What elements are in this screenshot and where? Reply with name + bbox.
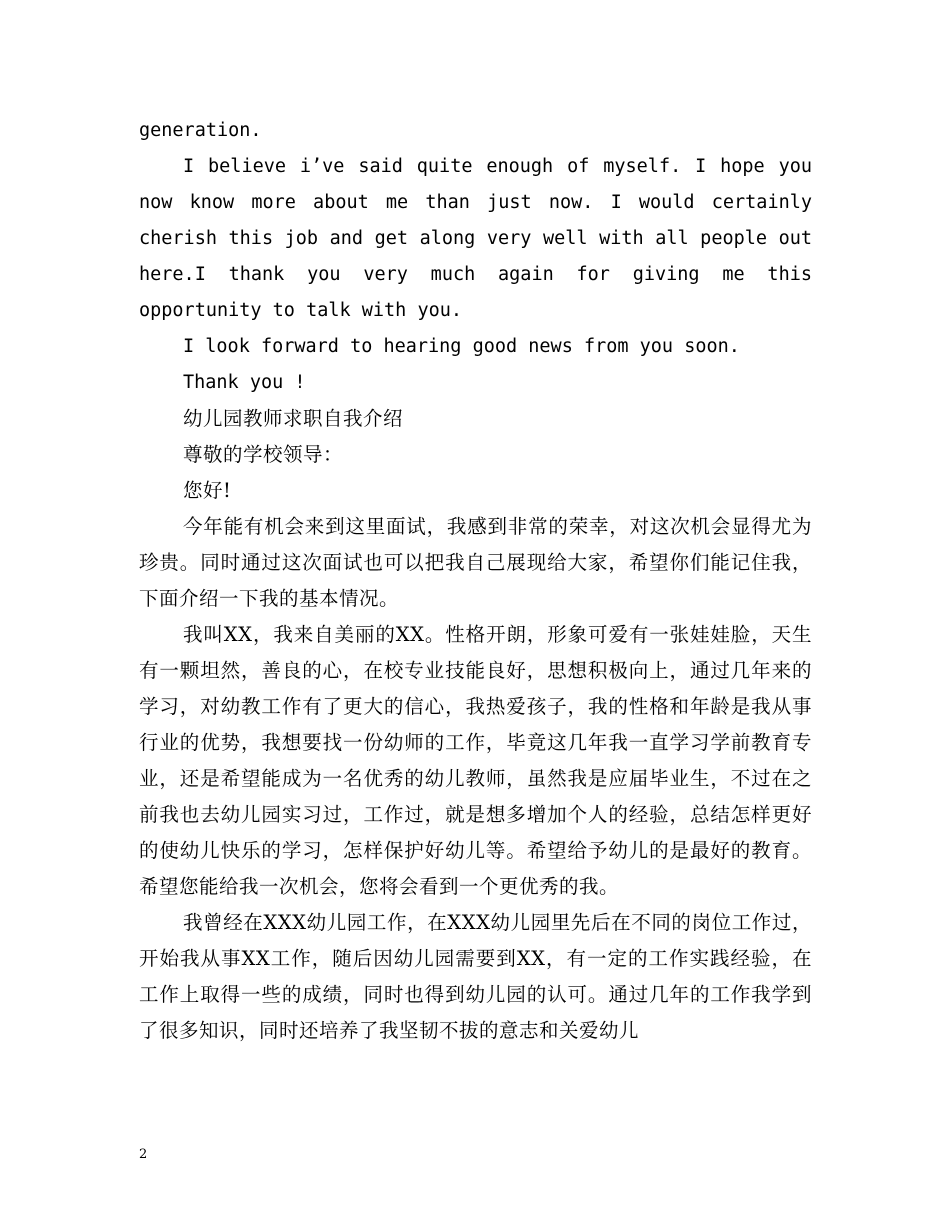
document-body bbox=[139, 113, 812, 1049]
greeting: 您好! bbox=[183, 479, 232, 502]
page-number: 2 bbox=[139, 1147, 148, 1162]
paragraph-personal-info: 我叫XX，我来自美丽的XX。性格开朗，形象可爱有一张娃娃脸，天生有一颗坦然，善良的心，在校专业技能良好，思想积极向上，通过几年来的学习，对幼教工作有了更大的信心，我热爱孩子，我的性格和年龄是我从事行业的优势，我想要找一份幼师的工作，毕竟这几年我一直学习学前教育专业，还是希望能成为一名优秀的幼儿教师，虽然我是应届毕业生，不过在之前我也去幼儿园实习过，工作过，就是想多增加个人的经验，总结怎样更好的使幼儿快乐的学习，怎样保护好幼儿等。希望给予幼儿的是最好的教育。希望您能给我一次机会，您将会看到一个更优秀的我。 bbox=[139, 623, 812, 898]
paragraph-work-experience: 我曾经在XXX幼儿园工作，在XXX幼儿园里先后在不同的岗位工作过，开始我从事XX工作，随后因幼儿园需要到XX，有一定的工作实践经验，在工作上取得一些的成绩，同时也得到幼儿园的认可。通过几年的工作我学到了很多知识，同时还培养了我坚韧不拔的意志和关爱幼儿 bbox=[139, 911, 812, 1042]
paragraph-thank-you: Thank you ! bbox=[183, 372, 306, 393]
paragraph-introduction: 今年能有机会来到这里面试，我感到非常的荣幸，对这次机会显得尤为珍贵。同时通过这次面试也可以把我自己展现给大家，希望你们能记住我，下面介绍一下我的基本情况。 bbox=[139, 515, 812, 610]
salutation: 尊敬的学校领导： bbox=[183, 443, 344, 466]
paragraph-generation: generation. bbox=[139, 120, 262, 141]
section-title: 幼儿园教师求职自我介绍 bbox=[183, 407, 404, 430]
paragraph-closing-statement: I believe i’ve said quite enough of myself. I hope you now know more about me than just now. I would certainly cherish this job and get along very well with all people out here.I thank you very much again for giving me this opportunity to talk with you. bbox=[139, 156, 812, 321]
paragraph-look-forward: I look forward to hearing good news from you soon. bbox=[183, 336, 740, 357]
